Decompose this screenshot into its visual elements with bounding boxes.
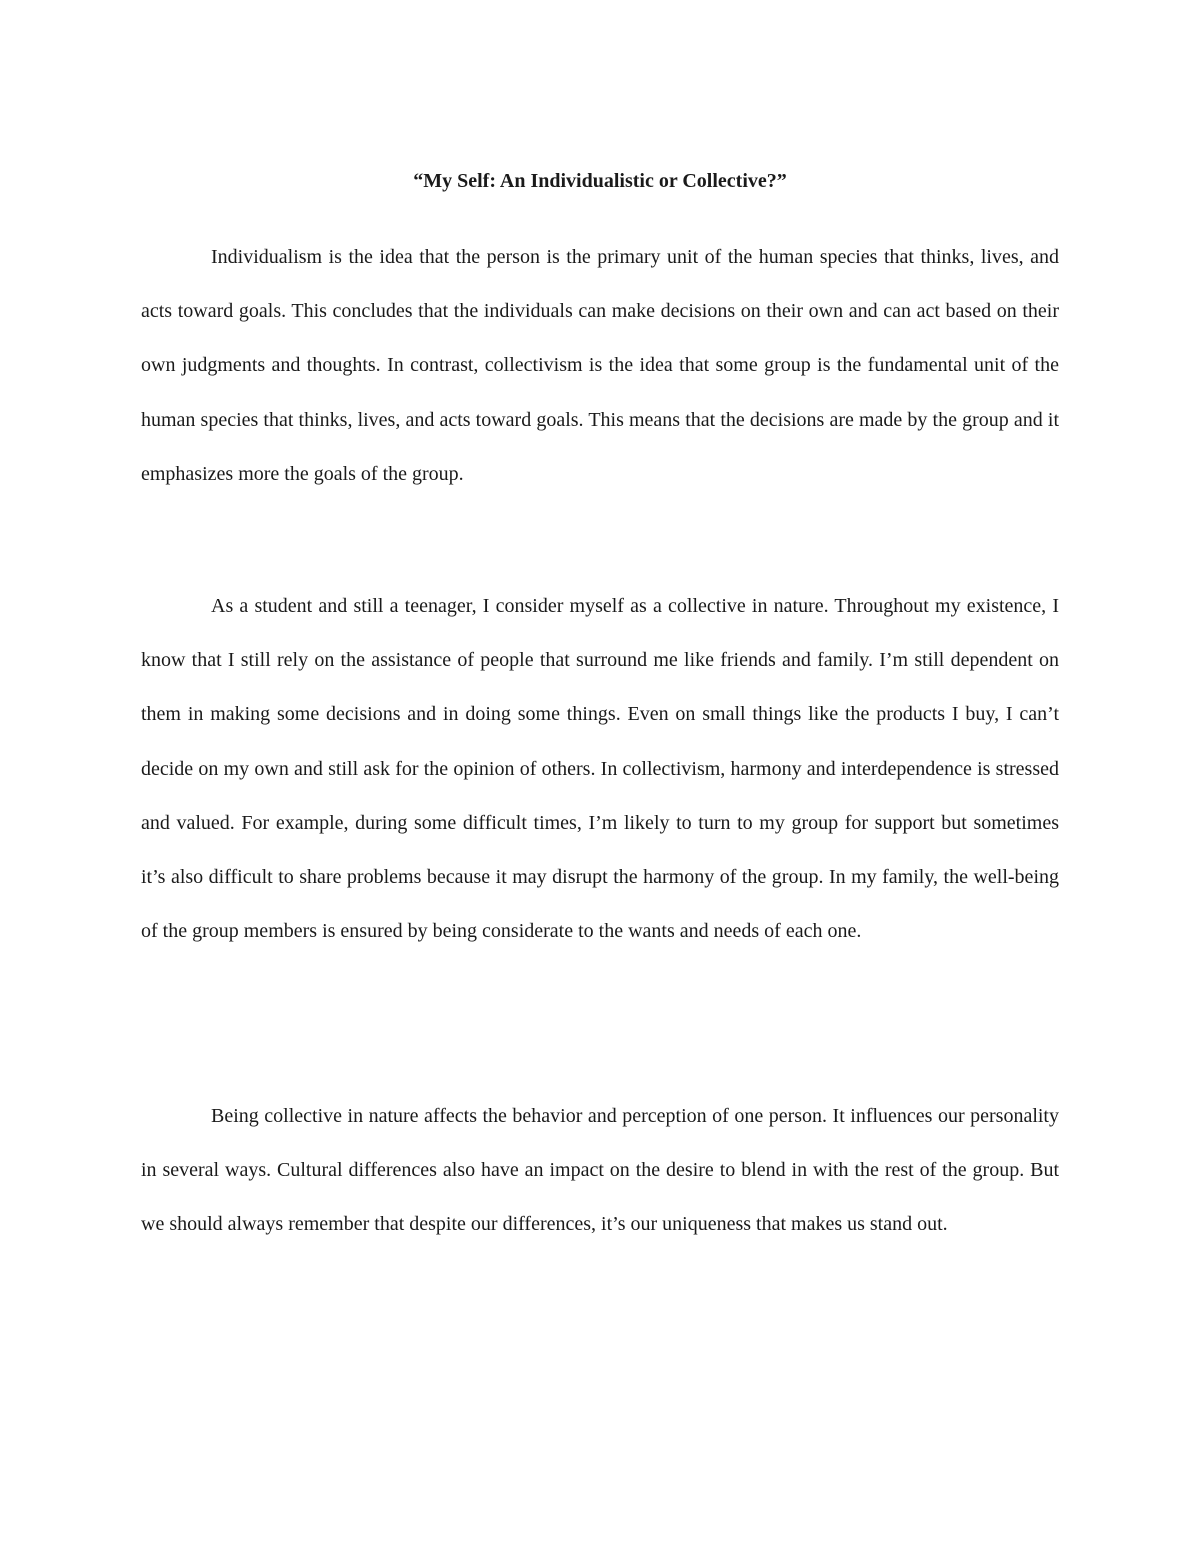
- paragraph-individualism: Individualism is the idea that the person is the primary unit of the human species that thinks, lives, and acts toward goals. This concludes that the individuals can make decisions on their own and can act based on their own judgments and thoughts. In contrast, collectivism is the idea that some group is the fundamental unit of the human species that thinks, lives, and acts toward goals. This means that the decisions are made by the group and it emphasizes more the goals of the group.: [141, 246, 1059, 485]
- document-title: “My Self: An Individualistic or Collective?”: [413, 170, 787, 192]
- document-page: [141, 0, 1059, 1553]
- paragraph-conclusion: Being collective in nature affects the behavior and perception of one person. It influences our personality in several ways. Cultural differences also have an impact on the desire to blend in with the rest of the group. But we should always remember that despite our differences, it’s our uniqueness that makes us stand out.: [141, 1105, 1059, 1236]
- paragraph-personal-collective: As a student and still a teenager, I consider myself as a collective in nature. Throughout my existence, I know that I still rely on the assistance of people that surround me like friends and family. I’m still dependent on them in making some decisions and in doing some things. Even on small things like the products I buy, I can’t decide on my own and still ask for the opinion of others. In collectivism, harmony and interdependence is stressed and valued. For example, during some difficult times, I’m likely to turn to my group for support but sometimes it’s also difficult to share problems because it may disrupt the harmony of the group. In my family, the well-being of the group members is ensured by being considerate to the wants and needs of each one.: [141, 595, 1059, 943]
